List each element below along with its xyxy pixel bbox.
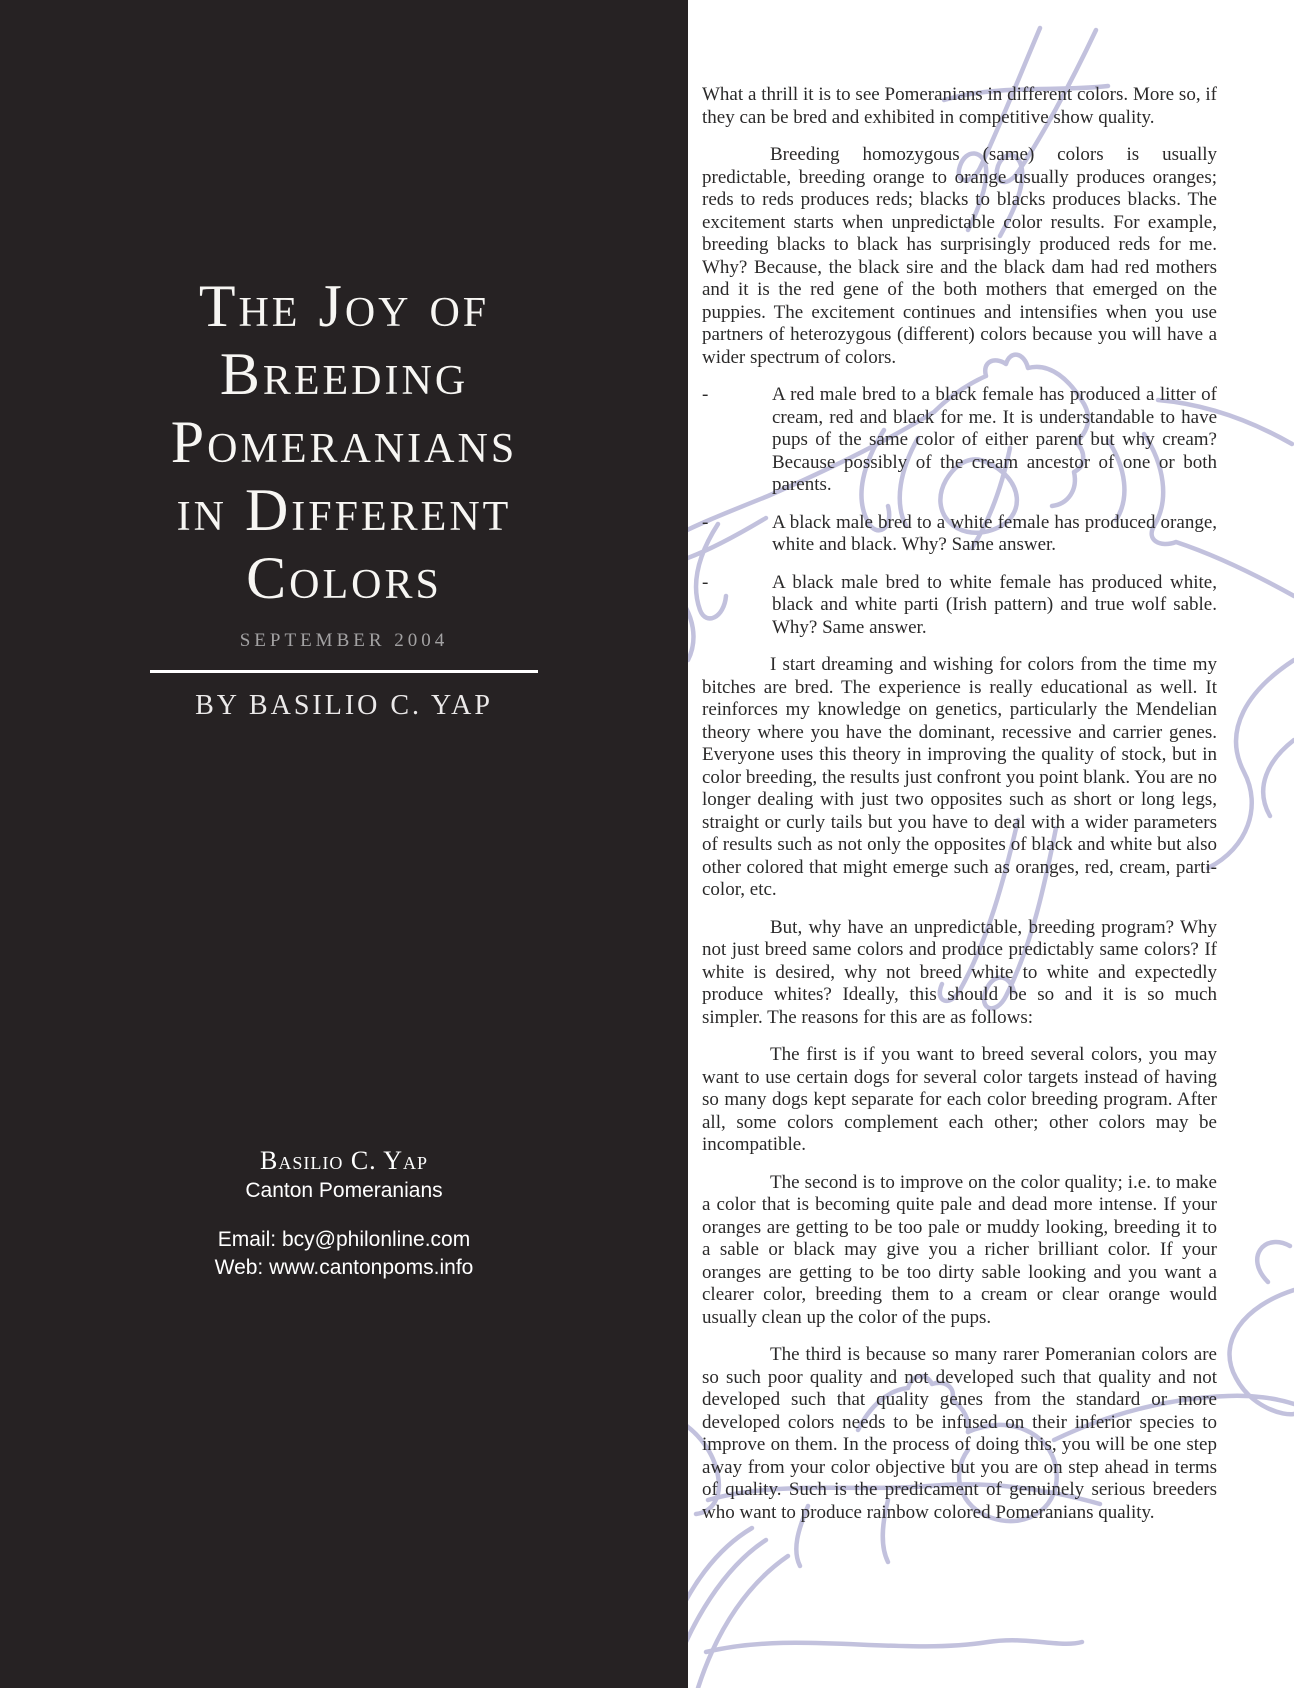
title-line: The Joy of [198, 273, 490, 339]
title-line: Colors [246, 545, 442, 611]
author-email: Email: bcy@philonline.com [217, 1228, 471, 1251]
paragraph-second-reason: The second is to improve on the color quality; i.e. to make a color that is becoming quite pale and dead more intense. If your oranges are getting to be too pale or muddy looking, breeding it to a sable or black may give you a richer brilliant color. If your oranges are getting to be too dirty sable looking and you want a clearer color, breeding them to a cream or clear orange would usually clean up the color of the pups. [702, 1171, 1217, 1328]
title-line: in Different [176, 477, 512, 543]
text-column [702, 84, 1217, 1524]
paragraph-intro: What a thrill it is to see Pomeranians in different colors. More so, if they can be bred and exhibited in competitive show quality. [702, 84, 1217, 128]
article-body [688, 0, 1294, 1688]
author-website: Web: www.cantonpoms.info [214, 1256, 474, 1279]
paragraph-third-reason: The third is because so many rarer Pomeranian colors are so such poor quality and not developed such that quality and not developed such that quality genes from the standard or more developed colors needs to be infused on their inferior species to improve on them. In the process of doing this, you will be one step away from your color objective but you are on step ahead in terms of quality. Such is the predicament of genuinely serious breeders who want to produce rainbow colored Pomeranians quality. [702, 1344, 1217, 1523]
bullet-dash: - [702, 384, 709, 405]
issue-date: SEPTEMBER 2004 [239, 630, 449, 651]
bullet-text: A black male bred to white female has produced white, black and white parti (Irish pattern) and true wolf sable. Why? Same answer. [772, 571, 1217, 638]
bullet-text: A black male bred to a white female has produced orange, white and black. Why? Same answer. [772, 511, 1217, 555]
paragraph-why-unpredictable: But, why have an unpredictable, breeding program? Why not just breed same colors and produce predictably same colors? If white is desired, why not breed white to white and expectedly produce whites? Ideally, this should be so and it is so much simpler. The reasons for this are as follows: [702, 916, 1217, 1028]
author-name: Basilio C. Yap [260, 1146, 428, 1175]
kennel-name: Canton Pomeranians [245, 1179, 443, 1202]
bullet-text: A red male bred to a black female has produced a litter of cream, red and black for me. It is understandable to have pups of the same color of either parent but why cream? Because possibly of the cream ancestor of one or both parents. [772, 384, 1217, 495]
paragraph-homozygous: Breeding homozygous (same) colors is usually predictable, breeding orange to orange usually produces oranges; reds to reds produces reds; blacks to blacks produces blacks. The excitement starts when unpredictable color results. For example, breeding blacks to black has surprisingly produced reds for me. Why? Because, the black sire and the black dam had red mothers and it is the red gene of the both mothers that emerged on the puppies. The excitement continues and intensifies when you use partners of heterozygous (different) colors because you will have a wider spectrum of colors. [702, 144, 1217, 368]
byline: BY BASILIO C. YAP [195, 690, 493, 721]
author-block [0, 1146, 688, 1280]
bullet-item-red-male [702, 384, 1217, 497]
bullet-dash: - [702, 511, 709, 533]
bullet-item-black-male-white-female [702, 512, 1217, 557]
paragraph-first-reason: The first is if you want to breed several colors, you may want to use certain dogs for several color targets instead of having so many dogs kept separate for each color breeding program. After all, some colors complement each other; other colors may be incompatible. [702, 1044, 1217, 1155]
divider-rule [150, 670, 538, 673]
title-line: Breeding [219, 341, 469, 407]
bullet-item-black-male-parti [702, 572, 1217, 640]
title-line: Pomeranians [170, 409, 518, 475]
bullet-dash: - [702, 571, 709, 593]
paragraph-dreaming: I start dreaming and wishing for colors from the time my bitches are bred. The experience is really educational as well. It reinforces my knowledge on genetics, particularly the Mendelian theory where you have the dominant, recessive and carrier genes. Everyone uses this theory in improving the quality of stock, but in color breeding, the results just confront you point blank. You are no longer dealing with just two opposites such as short or long legs, straight or curly tails but you have to deal with a wider parameters of results such as not only the opposites of black and white but also other colored that might emerge such as oranges, red, cream, parti-color, etc. [702, 654, 1217, 900]
title-block [0, 272, 688, 722]
article-title [0, 272, 688, 612]
